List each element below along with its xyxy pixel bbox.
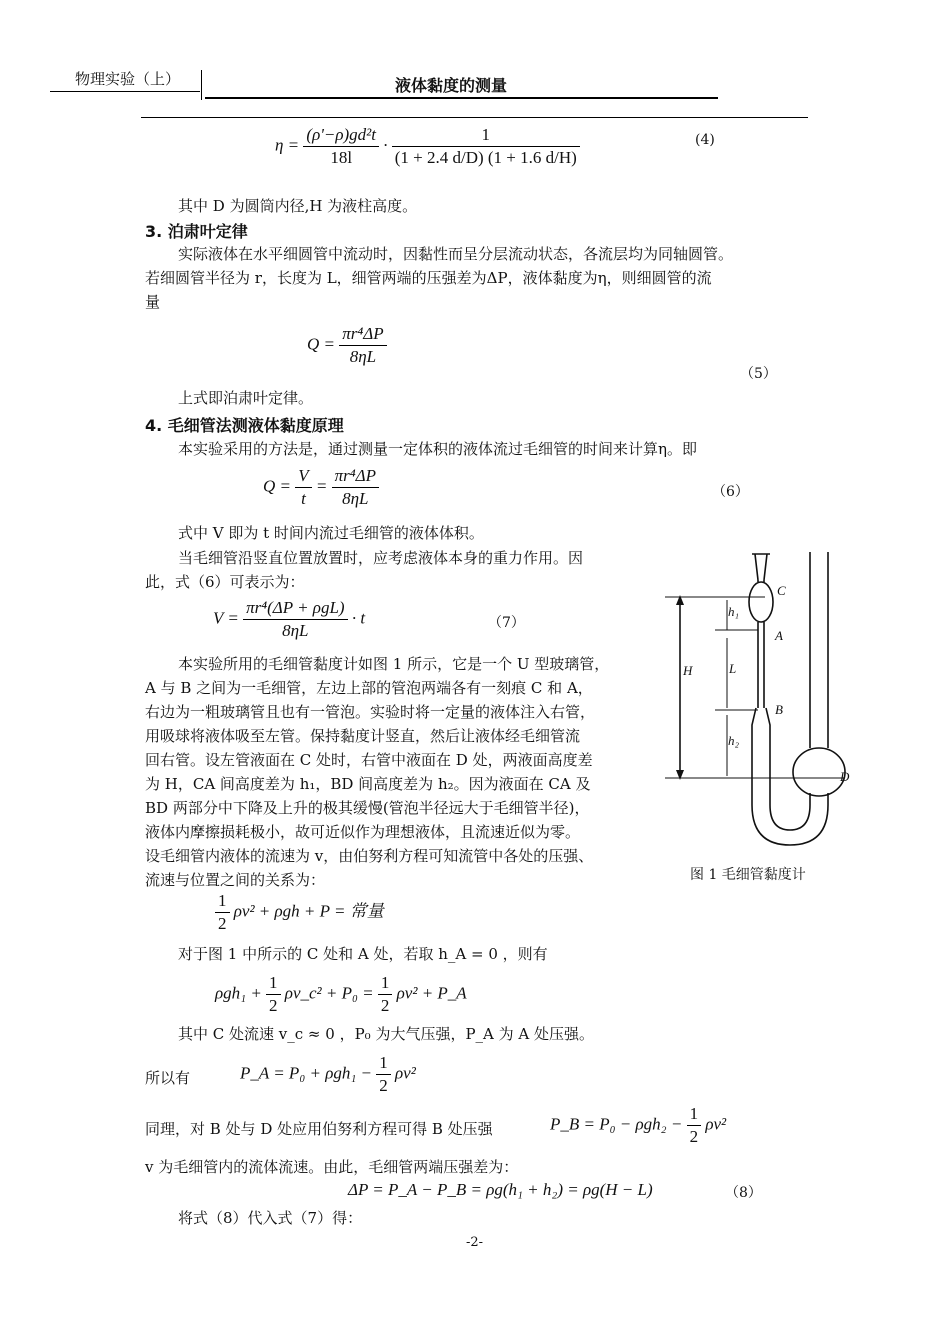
section-heading-4: 4. 毛细管法测液体黏度原理 xyxy=(145,416,344,435)
paragraph: 设毛细管内液体的流速为 v，由伯努利方程可知流管中各处的压强、 xyxy=(145,847,594,865)
paragraph: 本实验采用的方法是，通过测量一定体积的液体流过毛细管的时间来计算η。即 xyxy=(178,440,697,458)
paragraph: v 为毛细管内的流体流速。由此，毛细管两端压强差为： xyxy=(145,1158,519,1176)
equation-8: ΔP = P_A − P_B = ρg(h₁ + h₂) = ρg(H − L) xyxy=(348,1180,653,1199)
figure-label-L: L xyxy=(729,661,737,676)
paragraph: 为 H，CA 间高度差为 h₁，BD 间高度差为 h₂。因为液面在 CA 及 xyxy=(145,775,591,793)
section-heading-3: 3. 泊肃叶定律 xyxy=(145,222,248,241)
paragraph: 回右管。设左管液面在 C 处时，右管中液面在 D 处，两液面高度差 xyxy=(145,751,593,769)
header-rule-left xyxy=(50,91,200,92)
paragraph: 式中 V 即为 t 时间内流过毛细管的液体体积。 xyxy=(178,524,484,542)
paragraph: 实际液体在水平细圆管中流动时，因黏性而呈分层流动状态，各流层均为同轴圆管。 xyxy=(178,245,734,263)
paragraph: 此，式（6）可表示为： xyxy=(145,573,305,591)
equation-pb: P_B = P₀ − ρgh₂ − $\frac{1}{2}$ ρv² xyxy=(550,1104,727,1146)
figure-label-B: B xyxy=(775,702,783,717)
equation-7-number: （7） xyxy=(488,615,525,631)
paragraph: A 与 B 之间为一毛细管，左边上部的管泡两端各有一刻痕 C 和 A， xyxy=(145,679,593,697)
header-divider xyxy=(201,70,202,100)
equation-pa: P_A = P₀ + ρgh₁ − $\frac{1}{2}$ ρv² xyxy=(240,1053,416,1095)
paragraph: 对于图 1 中所示的 C 处和 A 处，若取 h_A = 0 ，则有 xyxy=(178,945,548,963)
equation-5: Q = $\frac{\text{πr⁴ΔP}}{8\eta L}$ xyxy=(307,323,387,368)
paragraph: 将式（8）代入式（7）得： xyxy=(178,1209,363,1227)
equation-8-number: （8） xyxy=(725,1185,762,1201)
paragraph: 若细圆管半径为 r，长度为 L，细管两端的压强差为ΔP，液体黏度为η，则细圆管的流 xyxy=(145,269,712,287)
header-rule-right xyxy=(205,97,718,99)
paragraph: 液体内摩擦损耗极小，故可近似作为理想液体，且流速近似为零。 xyxy=(145,823,581,841)
paragraph: 所以有 xyxy=(145,1069,191,1087)
paragraph: 当毛细管沿竖直位置放置时，应考虑液体本身的重力作用。因 xyxy=(178,549,584,567)
paragraph: 其中 C 处流速 v_c ≈ 0 ，P₀ 为大气压强，P_A 为 A 处压强。 xyxy=(178,1025,595,1043)
running-header-title: 液体黏度的测量 xyxy=(395,76,508,95)
equation-7: V = $\frac{\text{πr⁴(ΔP + ρgL)}}{8\eta L}$ · t xyxy=(213,598,366,640)
paragraph: 量 xyxy=(145,293,161,311)
paragraph: 本实验所用的毛细管黏度计如图 1 所示，它是一个 U 型玻璃管， xyxy=(178,655,610,673)
figure-label-A: A xyxy=(775,628,783,643)
figure-label-h2: h₂ xyxy=(728,733,740,748)
figure-label-h1: h₁ xyxy=(728,604,740,619)
paragraph: 用吸球将液体吸至左管。保持黏度计竖直，然后让液体经毛细管流 xyxy=(145,727,581,745)
equation-6: Q = $\frac{V}{t}$ = $\frac{\text{πr⁴ΔP}}{8\eta L}$ xyxy=(263,465,379,510)
paragraph: 右边为一粗玻璃管且也有一管泡。实验时将一定量的液体注入右管， xyxy=(145,703,596,721)
equation-4-number: (4) xyxy=(695,132,715,148)
page-number: -2- xyxy=(466,1235,484,1250)
figure-label-C: C xyxy=(777,583,786,598)
equation-6-number: （6） xyxy=(712,484,749,500)
figure-caption: 图 1 毛细管黏度计 xyxy=(690,867,806,883)
bernoulli-equation: $\frac{1}{2}$ ρv² + ρgh + P = 常量 xyxy=(215,890,384,935)
equation-4: η = $\frac{\text{(ρ'−ρ)gd²t}}{18l}$ · $\frac{1}{(1 + 2.4 d/D) (1 + 1.6 d/H)}$ xyxy=(275,124,580,169)
equation-5-number: （5） xyxy=(740,366,777,382)
paragraph: 其中 D 为圆筒内径,H 为液柱高度。 xyxy=(178,197,418,215)
paragraph: 同理，对 B 处与 D 处应用伯努利方程可得 B 处压强 xyxy=(145,1120,493,1138)
paragraph: 上式即泊肃叶定律。 xyxy=(178,389,314,407)
running-header-book: 物理实验（上） xyxy=(75,70,181,88)
figure-label-D: D xyxy=(840,769,850,784)
paragraph: BD 两部分中下降及上升的极其缓慢(管泡半径远大于毛细管半径)， xyxy=(145,799,590,817)
text-top-rule xyxy=(141,117,808,118)
figure-label-H: H xyxy=(683,663,693,678)
viscometer-figure xyxy=(660,550,860,860)
paragraph: 流速与位置之间的关系为： xyxy=(145,871,326,889)
equation-c-a: ρgh₁ + $\frac{1}{2}$ ρv_c² + P₀ = $\frac{1}{2}$ ρv² + P_A xyxy=(215,973,467,1015)
